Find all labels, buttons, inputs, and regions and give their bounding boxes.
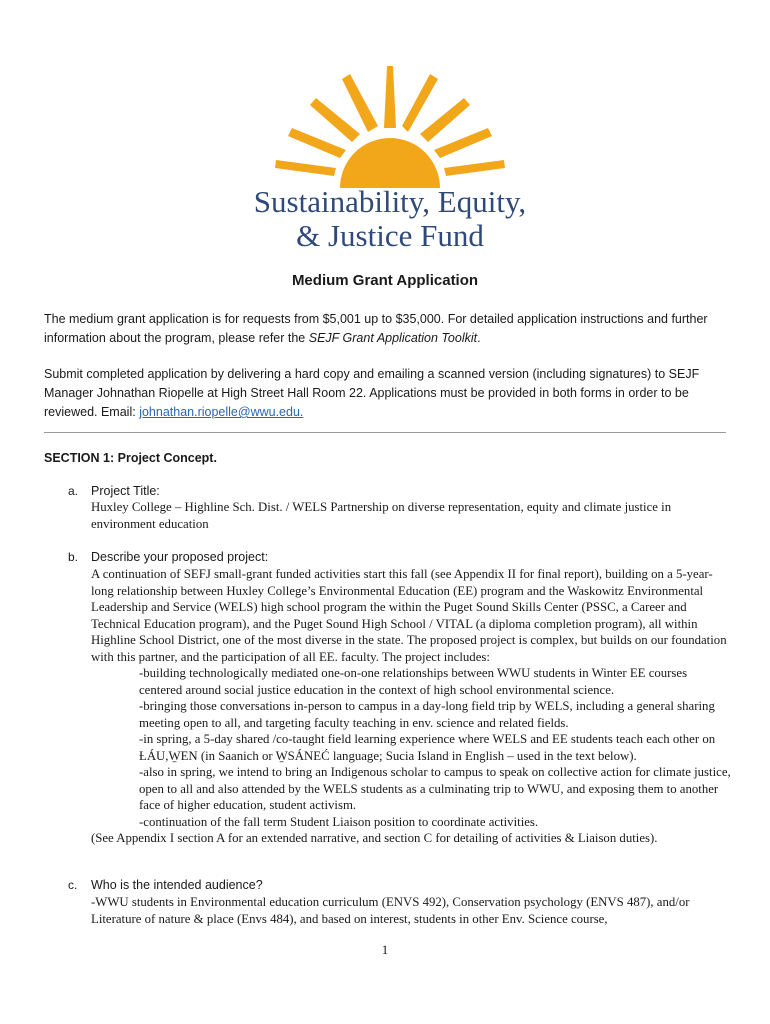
page-title: Medium Grant Application [291,272,479,289]
item-marker: a. [68,484,79,498]
answer-line: -bringing those conversations in-person to campus in a day-long field trip by WELS, including a general sharing meeting open to all, and targeting faculty teaching in env. science and related fields. [139,699,715,730]
submit-text: Submit completed application by delivering a hard copy and emailing a scanned version (including signatures) to SEJF Manager Johnathan Riopelle at High Street Hall Room 22. Applications must be provided in both forms in order to be reviewed. Email: [44,367,700,419]
section-heading: SECTION 1: Project Concept. [44,451,217,465]
answer-line: Huxley College – Highline Sch. Dist. / WELS Partnership on diverse representation, equity and climate justice in environment education [91,500,672,531]
item-marker: c. [68,878,78,892]
email-link[interactable]: johnathan.riopelle@wwu.edu. [139,405,304,419]
answer-line: -in spring, a 5-day shared /co-taught field learning experience where WELS and EE students teach each other on ȽÁU,W̱EN (in Saanich or W̱SÁNEĆ language; Sucia Island in English – used in the text below). [139,732,716,763]
question-label: Who is the intended audience? [91,878,263,892]
intro-paragraph [44,310,734,348]
answer-line: -continuation of the fall term Student Liaison position to coordinate activities. [139,814,539,829]
intro-end: . [477,331,481,345]
logo-text-line1: Sustainability, Equity, [253,184,527,219]
answer-line: A continuation of SEFJ small-grant funded activities start this fall (see Appendix II for final report), building on a 5-year-long relationship between Huxley College’s Environmental Education (EE) program and the Waskowitz Environmental Leadership and Service (WELS) high school program the within the Puget Sound Skills Center (PSSC, a Career and Technical Education program), and the Puget Sound High School / VITAL (a diploma completion program), all within Highline School District, one of the most diverse in the state. The proposed project is complex, but builds on our foundation with this partner, and the participation of all EE. faculty. The project includes: [91,567,727,664]
item-marker: b. [68,550,79,564]
logo-text-line2: & Justice Fund [296,218,484,253]
answer-text [91,894,731,927]
submit-paragraph [44,365,734,422]
page-number: 1 [381,942,389,957]
sejf-logo [240,60,540,260]
answer-line: (See Appendix I section A for an extended narrative, and section C for detailing of activities & Liaison duties). [91,831,658,845]
toolkit-title: SEJF Grant Application Toolkit [308,331,478,345]
answer-text [91,566,731,847]
question-label: Describe your proposed project: [91,550,269,564]
intro-text: The medium grant application is for requests from $5,001 up to $35,000. For detailed application instructions and further information about the program, please refer the [44,312,708,345]
answer-line: -building technologically mediated one-on-one relationships between WWU students in Winter EE courses centered around social justice education in the context of high school environmental science. [139,666,688,697]
divider [44,432,726,433]
question-label: Project Title: [91,484,160,498]
answer-text [91,499,731,532]
answer-line: -also in spring, we intend to bring an Indigenous scholar to campus to speak on collective action for climate justice, open to all and also attended by the WELS students as a culminating trip to WWU, and exposing them to another face of higher education, student activism. [139,765,731,812]
sun-icon [240,60,540,190]
answer-line: -WWU students in Environmental education curriculum (ENVS 492), Conservation psychology (ENVS 487), and/or Literature of nature & place (Envs 484), and based on interest, students in other Env. Science course, [91,895,690,926]
